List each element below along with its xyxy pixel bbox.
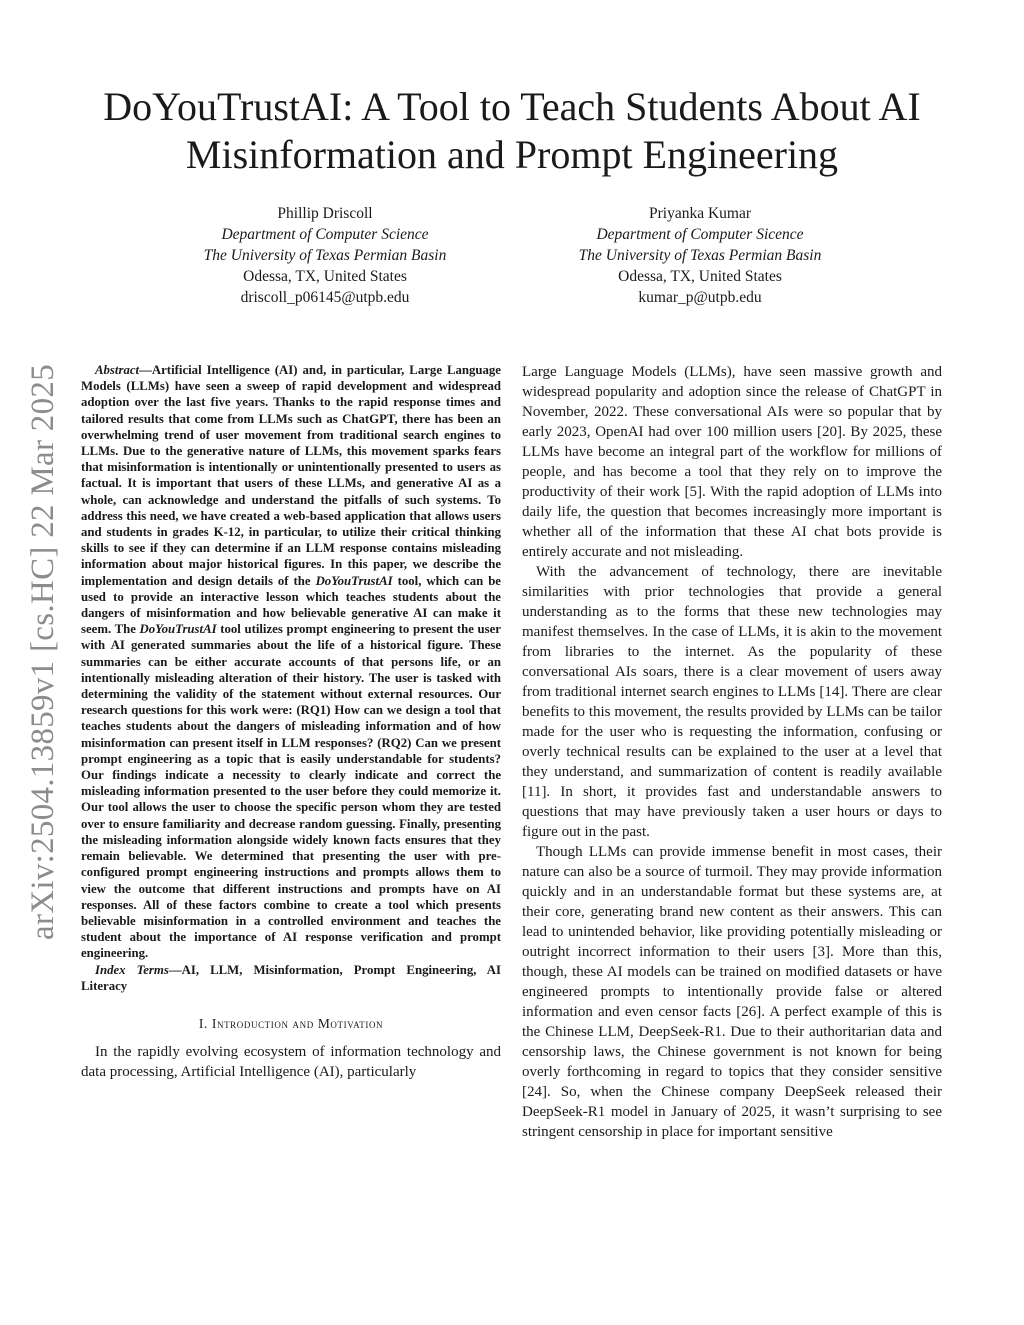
paper-title-line-1: DoYouTrustAI: A Tool to Teach Students About AI [103, 84, 921, 129]
author-email: kumar_p@utpb.edu [638, 289, 762, 306]
author-city: Odessa, TX, United States [618, 268, 782, 285]
index-terms-label: Index Terms [95, 962, 169, 977]
abstract [81, 362, 501, 962]
author-city: Odessa, TX, United States [243, 268, 407, 285]
abstract-label: Abstract [95, 363, 140, 377]
abstract-text-part-3: tool utilizes prompt engineering to present the user with AI generated summaries about the life of a historical figure. These summaries can be either accurate accounts of that persons life, or an intentionally misleading alteration of their history. The user is tasked with determining the validity of the statement without external resources. Our research questions for this work were: (RQ1) How can we design a tool that teaches students about the dangers of misleading information and of how misinformation can present itself in LLM responses? (RQ2) Can we present prompt engineering as a topic that is easily understandable for students? Our findings indicate a necessity to clearly indicate and correct the misleading information presented to the user before they could memorize it. Our tool allows the user to choose the specific person whom they are tested over to ensure familiarity and decrease random guessing. Finally, presenting the misleading information alongside widely known facts ensures that they remain believable. We determined that presenting the user with pre-configured prompt engineering instructions and prompts allows them to view the outcome that different instructions and prompts have on AI responses. All of these factors combine to create a tool which presents believable misinformation in a controlled environment and teaches the student about the importance of AI response verification and prompt engineering. [81, 622, 501, 961]
author-department: Department of Computer Science [221, 226, 429, 243]
index-terms [81, 962, 501, 994]
index-terms-dash: — [168, 962, 182, 977]
paper-title [60, 83, 964, 179]
abstract-dash: — [139, 363, 152, 377]
author-name: Priyanka Kumar [648, 205, 751, 222]
abstract-tool-name-1: DoYouTrustAI [315, 573, 393, 588]
abstract-tool-name-2: DoYouTrustAI [139, 622, 217, 637]
paper-title-line-2: Misinformation and Prompt Engineering [185, 132, 839, 177]
author-block-1 [160, 203, 490, 308]
author-name: Phillip Driscoll [277, 205, 373, 222]
section-heading-introduction: I. Introduction and Motivation [198, 1015, 384, 1031]
index-terms-text: AI, LLM, Misinformation, Prompt Engineering, AI Literacy [81, 962, 501, 993]
abstract-text-part-1: Artificial Intelligence (AI) and, in particular, Large Language Models (LLMs) have seen a sweep of rapid development and widespread adoption over the last five years. Thanks to the rapid response times and tailored results that come from LLMs such as ChatGPT, there has been an overwhelming trend of user movement from traditional search engines to LLMs. Due to the generative nature of LLMs, this movement sparks fears that misinformation is intentionally or unintentionally presented to users as factual. It is important that users of these LLMs, and generative AI as a whole, can acknowledge and understand the pitfalls of such systems. To address this need, we have created a web-based application that allows users and students in grades K-12, in particular, to utilize their critical thinking skills to see if they can determine if an LLM response contains misleading information about major historical figures. In this paper, we describe the implementation and design details of the [81, 363, 501, 588]
intro-paragraph-3: Though LLMs can provide immense benefit in most cases, their nature can also be a source of turmoil. They may provide information quickly and in an understandable format but these systems are, at their core, generating brand new content as their answers. This can lead to unintended behavior, like providing potentially misleading or outright incorrect information to their users [3]. More than this, though, these AI models can be trained on modified datasets or have engineered prompts to intentionally provide false or altered information and even censor facts [26]. A perfect example of this is the Chinese LLM, DeepSeek-R1. Due to their authoritarian data and censorship laws, the Chinese government is not known for being overly forthcoming in regard to topics that they consider sensitive [24]. So, when the Chinese company DeepSeek released their DeepSeek-R1 model in January of 2025, it wasn’t surprising to see stringent censorship in place for important sensitive [522, 844, 942, 1140]
author-block-2 [535, 203, 865, 308]
intro-paragraph-2: With the advancement of technology, there are inevitable similarities with prior technologies that provide a general understanding as to the forms that these new technologies may manifest themselves. In the case of LLMs, it is akin to the movement from libraries to the internet. As the popularity of these conversational AIs soars, there is a clear movement of users away from traditional internet search engines to LLMs [14]. There are clear benefits to this movement, the results provided by LLMs can be tailor made for the user who is requesting the information, confusing or overly technical results can be explained to the user at a level that they understand, and summarization of content is readily available [11]. In short, it provides fast and understandable answers to questions that may have previously taken a user hours or days to figure out in the past. [522, 564, 942, 840]
author-email: driscoll_p06145@utpb.edu [240, 289, 410, 306]
intro-paragraph-1-continued: Large Language Models (LLMs), have seen massive growth and widespread popularity and adoption since the release of ChatGPT in November, 2022. These conversational AIs were so popular that by early 2023, OpenAI had over 100 million users [20]. By 2025, these LLMs have become an integral part of the workflow for millions of people, and has become a tool that they rely on to improve the productivity of their work [5]. With the rapid adoption of LLMs into daily life, the question that becomes increasingly more important is whether all of the information that these AI chat bots provide is entirely accurate and not misleading. [522, 364, 942, 560]
abstract-text-part-2: tool, which can be used to provide an interactive lesson which teaches students about the dangers of misinformation and how believable generative AI can make it seem. The [81, 573, 501, 637]
author-university: The University of Texas Permian Basin [578, 247, 822, 264]
author-university: The University of Texas Permian Basin [203, 247, 447, 264]
right-column [522, 362, 942, 1142]
author-department: Department of Computer Sicence [596, 226, 804, 243]
arxiv-identifier-stamp: arXiv:2504.13859v1 [cs.HC] 22 Mar 2025 [25, 364, 61, 940]
intro-paragraph-1: In the rapidly evolving ecosystem of information technology and data processing, Artificial Intelligence (AI), particularly [81, 1043, 501, 1080]
left-column [81, 362, 501, 1082]
